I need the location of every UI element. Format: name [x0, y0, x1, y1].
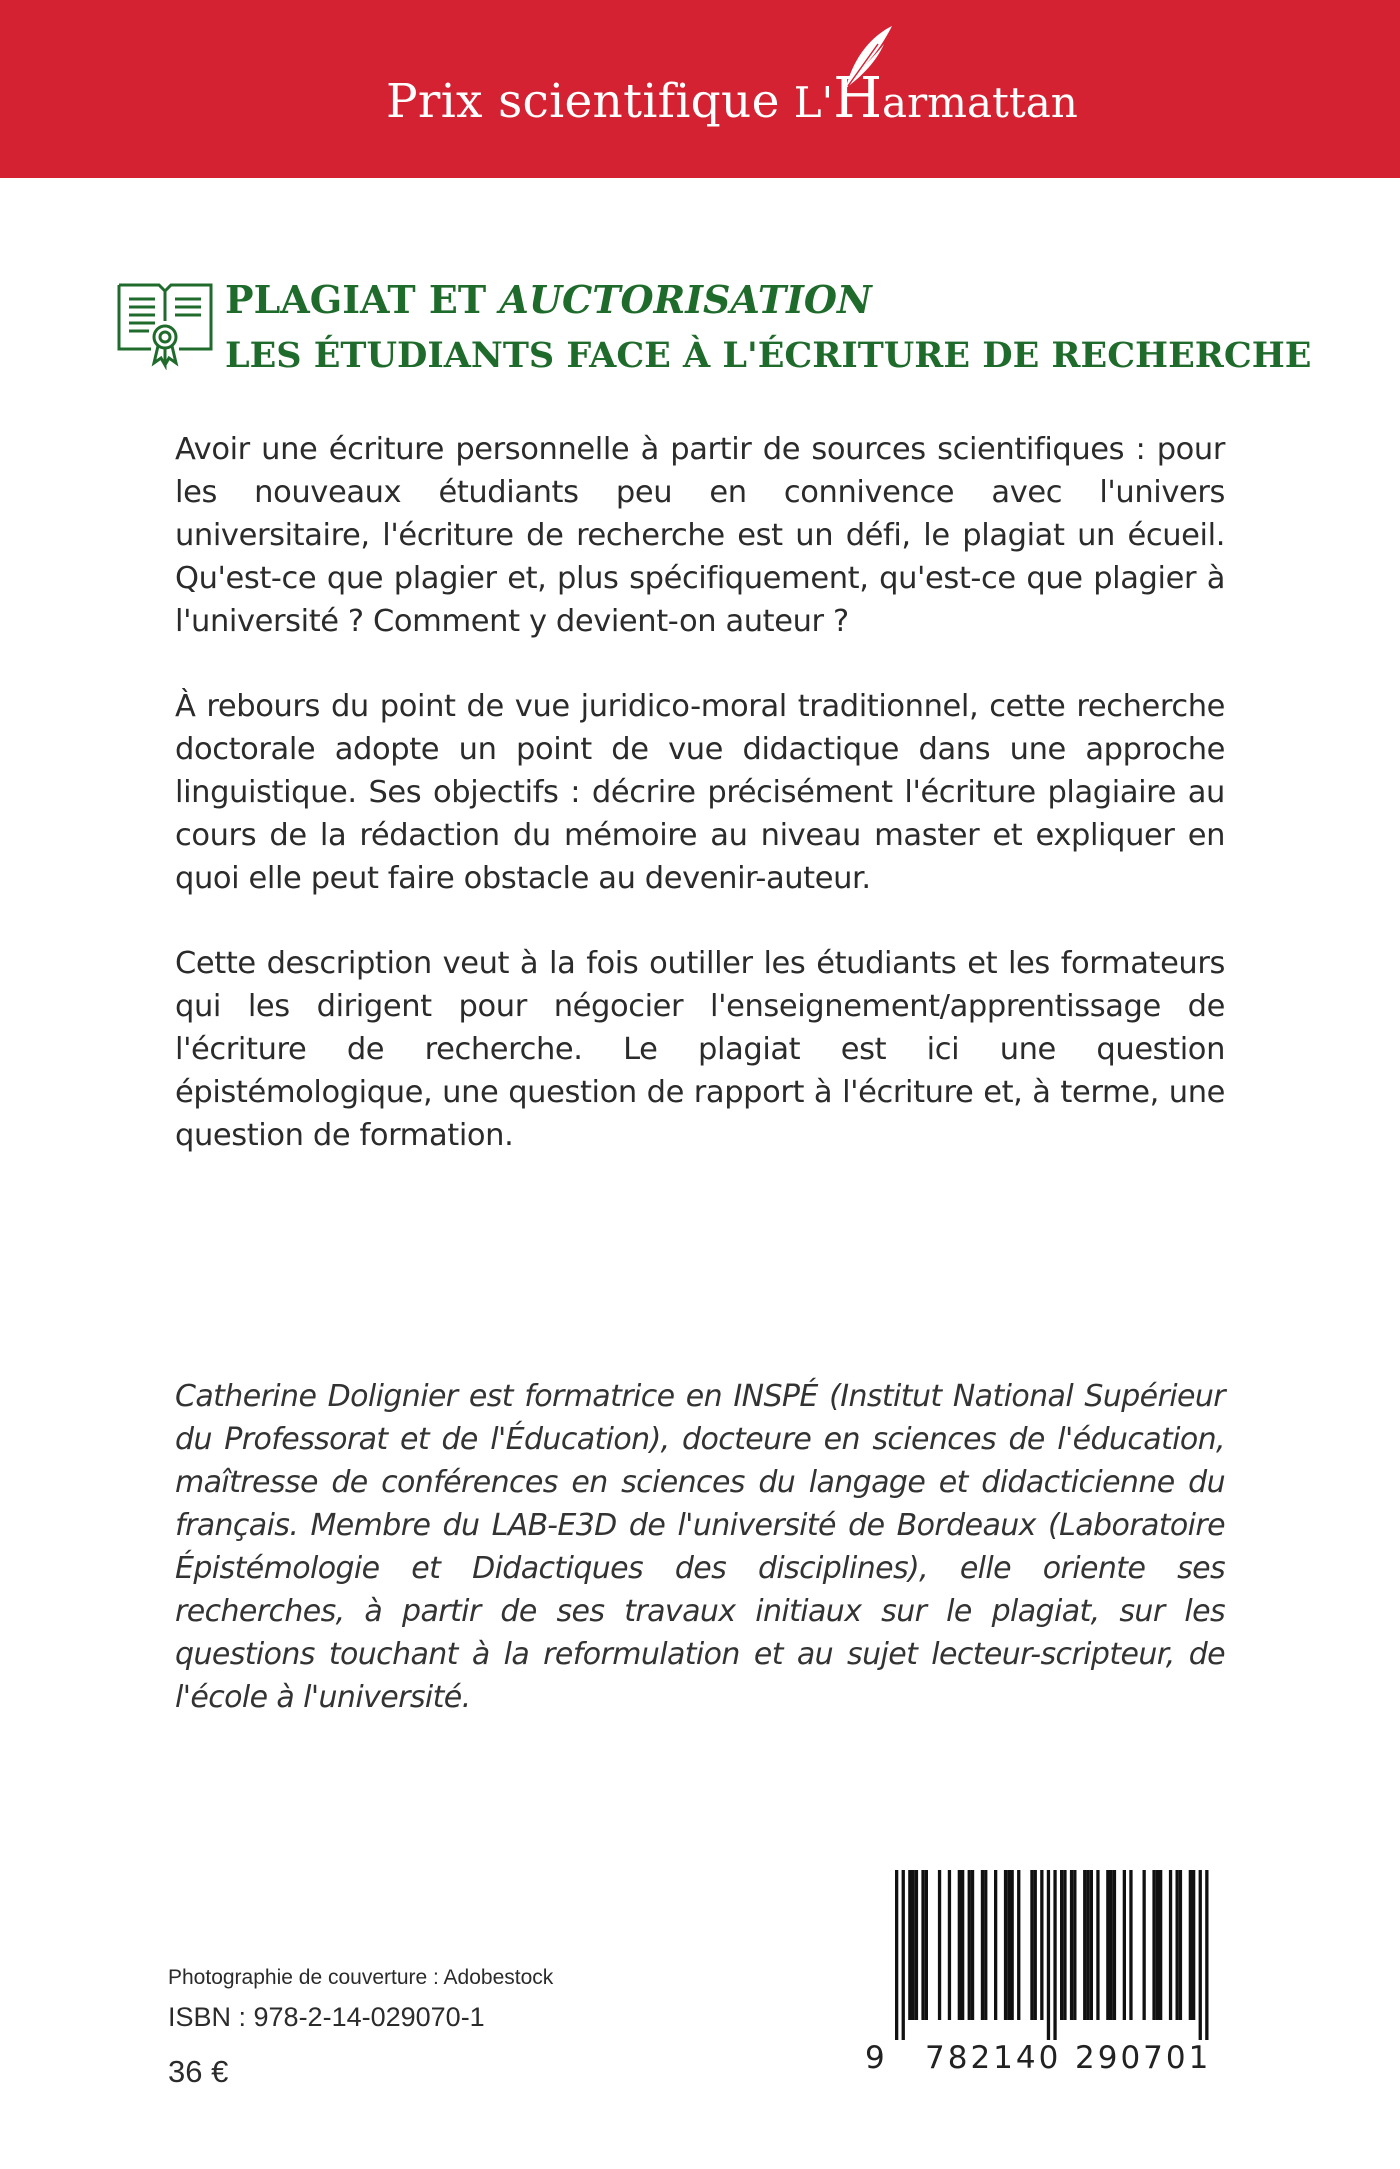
barcode-bar — [1199, 1870, 1202, 2040]
barcode-bar — [915, 1870, 918, 2020]
barcode-bar — [1017, 1870, 1020, 2020]
author-bio — [175, 1375, 1225, 1719]
barcode-bar — [994, 1870, 997, 2020]
summary-paragraph-3: Cette description veut à la fois outiller les étudiants et les formateurs qui les dirigent pour négocier l'enseignement/apprentissage de l'écriture de recherche. Le plagiat est ici une question épistémologique, une question de rapport à l'écriture et, à terme, une question de formation. — [175, 946, 1225, 1153]
barcode-bar — [1192, 1870, 1195, 2020]
barcode-digits-left: 782140 — [925, 2040, 1062, 2076]
barcode-bar — [1189, 1870, 1192, 2020]
prize-label: Prix scientifique — [386, 74, 780, 129]
barcode-bar — [1073, 1870, 1076, 2020]
barcode-bar — [961, 1870, 964, 2020]
footer-info — [168, 1963, 553, 2095]
barcode-bar — [948, 1870, 951, 2020]
summary-paragraph-1: Avoir une écriture personnelle à partir de sources scientifiques : pour les nouveaux étudiants peu en connivence avec l'univers universitaire, l'écriture de recherche est un défi, le plagiat un écueil. Qu'est-ce que plagier et, plus spécifiquement, qu'est-ce que plagier à l'université ? Comment y devient-on auteur ? — [175, 432, 1225, 639]
barcode-bar — [1156, 1870, 1159, 2020]
barcode-bar — [902, 1870, 905, 2040]
barcode-bar — [1063, 1870, 1066, 2020]
summary-paragraph-2: À rebours du point de vue juridico-moral traditionnel, cette recherche doctorale adopte un point de vue didactique dans une approche linguistique. Ses objectifs : décrire précisément l'écriture plagiaire au cours de la rédaction du mémoire au niveau master et expliquer en quoi elle peut faire obstacle au devenir-auteur. — [175, 689, 1225, 896]
photo-credit: Photographie de couverture : Adobestock — [168, 1966, 554, 1989]
barcode-bar — [908, 1870, 911, 2020]
barcode-bar — [1034, 1870, 1037, 2020]
title-plain: PLAGIAT ET — [225, 277, 500, 322]
open-book-award-icon — [115, 275, 215, 370]
barcode-digits-right: 290701 — [1075, 2040, 1212, 2076]
barcode — [855, 1870, 1240, 2076]
publisher-logo-h: H — [833, 66, 883, 131]
publisher-logo-rest: armattan — [882, 78, 1078, 127]
barcode-bar — [1169, 1870, 1172, 2020]
barcode-bar — [1030, 1870, 1033, 2020]
barcode-bar — [1179, 1870, 1182, 2020]
barcode-bar — [921, 1870, 924, 2020]
barcode-bar — [1007, 1870, 1010, 2020]
barcode-bar — [971, 1870, 974, 2020]
barcode-bar — [1070, 1870, 1073, 2020]
title-italic: AUCTORISATION — [499, 277, 872, 322]
barcode-bar — [1143, 1870, 1146, 2020]
barcode-bar — [1083, 1870, 1086, 2020]
banner-text — [386, 66, 1078, 136]
publisher-logo-l: L' — [793, 78, 834, 127]
barcode-bar — [1159, 1870, 1162, 2020]
author-name: Catherine Dolignier — [175, 1379, 458, 1414]
barcode-bar — [981, 1870, 984, 2020]
barcode-bar — [1152, 1870, 1155, 2020]
barcode-bar — [1053, 1870, 1056, 2040]
quill-icon — [838, 22, 898, 92]
barcode-bar — [968, 1870, 971, 2020]
barcode-bar — [925, 1870, 928, 2020]
barcode-bar — [1047, 1870, 1050, 2040]
barcode-bar — [938, 1870, 941, 2020]
barcode-bar — [1129, 1870, 1132, 2020]
barcode-bar — [1096, 1870, 1099, 2020]
barcode-digit-first: 9 — [865, 2040, 885, 2076]
barcode-bar — [1086, 1870, 1089, 2020]
barcode-bar — [958, 1870, 961, 2020]
barcode-bar — [895, 1870, 898, 2040]
book-title-line1 — [225, 272, 1345, 328]
barcode-bar — [1123, 1870, 1126, 2020]
barcode-bar — [1176, 1870, 1179, 2020]
barcode-bars — [855, 1870, 1240, 2040]
barcode-bar — [984, 1870, 987, 2020]
barcode-bar — [1040, 1870, 1043, 2020]
book-subtitle: LES ÉTUDIANTS FACE À L'ÉCRITURE DE RECHERCHE — [225, 335, 1312, 376]
barcode-bar — [1113, 1870, 1116, 2020]
author-bio-text: est formatrice en INSPÉ (Institut National Supérieur du Professorat et de l'Éducation), docteure en sciences de l'éducation, maîtresse de conférences en sciences du langage et didacticienne du français. Membre du LAB-E3D de l'université de Bordeaux (Laboratoire Épistémologie et Didactiques des disciplines), elle oriente ses recherches, à partir de ses travaux initiaux sur le plagiat, sur les questions touchant à la reformulation et au sujet lecteur-scripteur, de l'école à l'université. — [175, 1379, 1226, 1715]
isbn: ISBN : 978-2-14-029070-1 — [168, 2002, 485, 2032]
barcode-bar — [1011, 1870, 1014, 2020]
barcode-bar — [1004, 1870, 1007, 2020]
publisher-logo — [794, 66, 1078, 131]
barcode-bar — [1060, 1870, 1063, 2020]
top-banner — [0, 0, 1400, 178]
price: 36 € — [168, 2054, 229, 2089]
barcode-bar — [1205, 1870, 1208, 2040]
barcode-bar — [1090, 1870, 1093, 2020]
barcode-bar — [1106, 1870, 1109, 2020]
book-title — [225, 272, 1345, 384]
barcode-bar — [912, 1870, 915, 2020]
barcode-bar — [1110, 1870, 1113, 2020]
